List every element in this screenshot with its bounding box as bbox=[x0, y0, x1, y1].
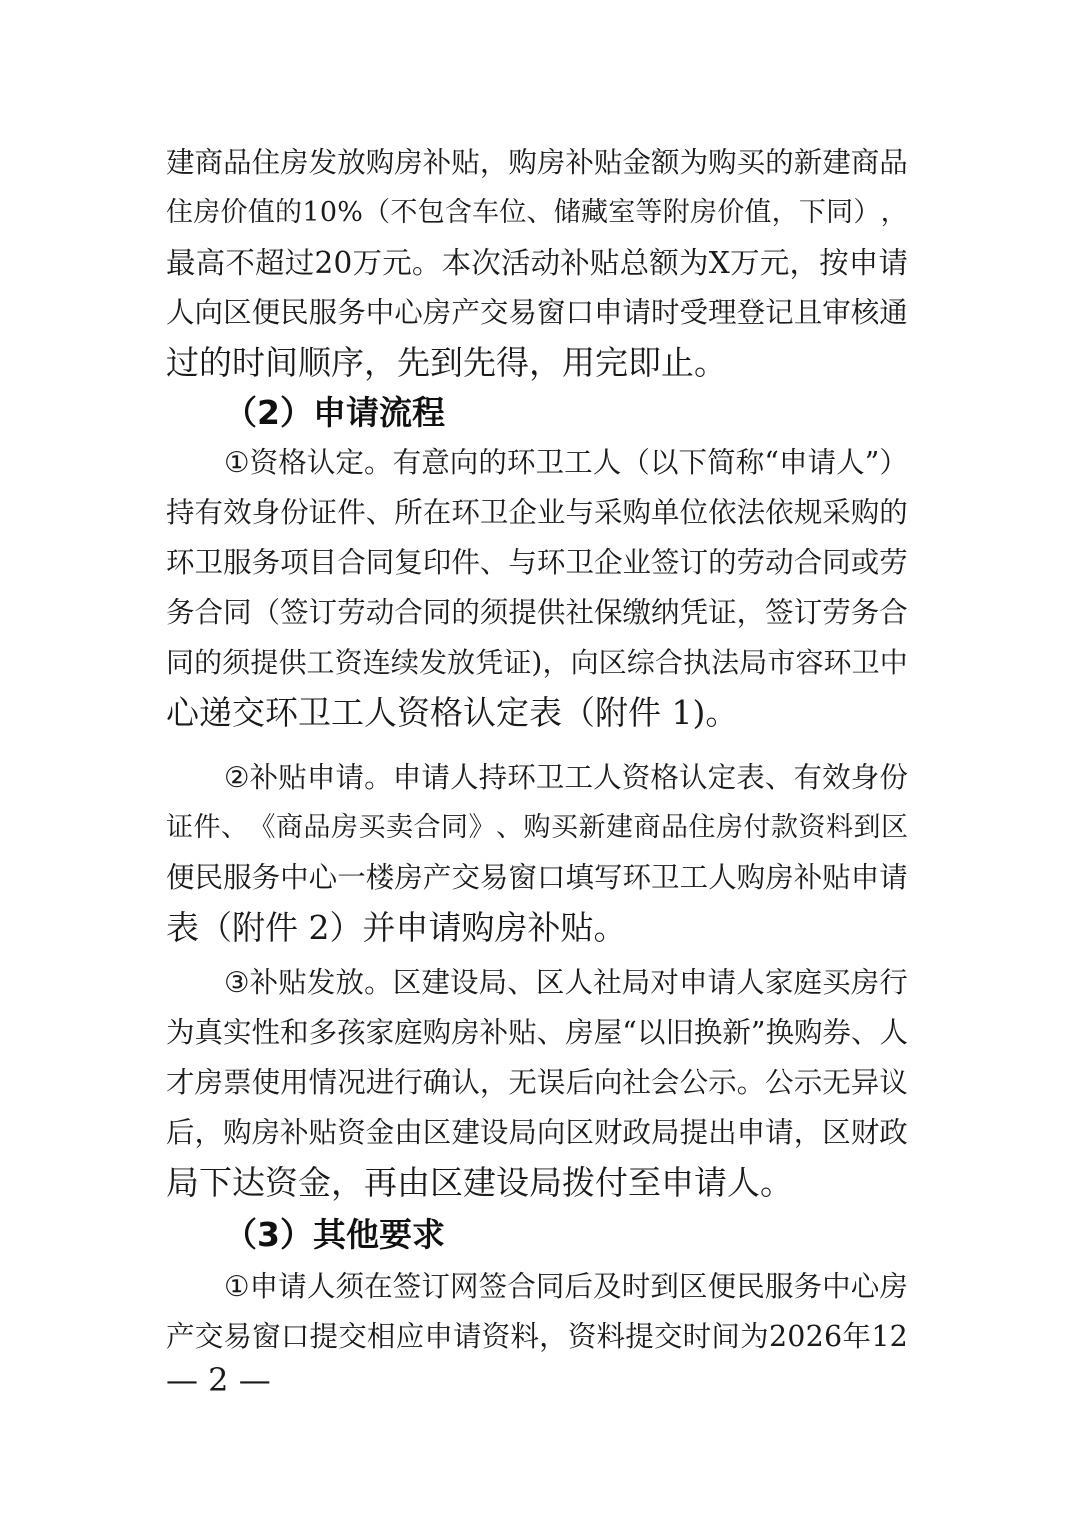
body-line: 同 的 须 提 供 工 资 连 续 发 放 凭 证 ) ， 向 区 综 合 执 法 局 市 容 环 卫 中 bbox=[166, 646, 908, 679]
body-line: ② 补 贴 申 请 。 申 请 人 持 环 卫 工 人 资 格 认 定 表 、 有 效 身 份 bbox=[224, 761, 908, 794]
body-line: 务 合 同 （ 签 订 劳 动 合 同 的 须 提 供 社 保 缴 纳 凭 证 ， 签 订 劳 务 合 bbox=[166, 596, 908, 629]
body-line: 才 房 票 使 用 情 况 进 行 确 认 ， 无 误 后 向 社 会 公 示 。 公 示 无 异 议 bbox=[166, 1066, 908, 1099]
body-line: 最 高 不 超 过 2 0 万 元 。 本 次 活 动 补 贴 总 额 为 X 万 元 ， 按 申 请 bbox=[166, 246, 908, 280]
body-line: ① 资 格 认 定 。 有 意 向 的 环 卫 工 人 （ 以 下 简 称 “ 申 请 人 ” ） bbox=[224, 446, 908, 479]
body-line: 后 ， 购 房 补 贴 资 金 由 区 建 设 局 向 区 财 政 局 提 出 申 请 ， 区 财 政 bbox=[166, 1116, 908, 1149]
body-line: 建 商 品 住 房 发 放 购 房 补 贴 ， 购 房 补 贴 金 额 为 购 买 的 新 建 商 品 bbox=[166, 146, 908, 179]
body-line: 局下达资金，再由区建设局拨付至申请人。 bbox=[166, 1163, 793, 1202]
body-line: ① 申 请 人 须 在 签 订 网 签 合 同 后 及 时 到 区 便 民 服 务 中 心 房 bbox=[224, 1270, 908, 1303]
body-line: 为 真 实 性 和 多 孩 家 庭 购 房 补 贴 、 房 屋 “ 以 旧 换 新 ” 换 购 券 、 人 bbox=[166, 1016, 909, 1049]
body-line: ③ 补 贴 发 放 。 区 建 设 局 、 区 人 社 局 对 申 请 人 家 庭 买 房 行 bbox=[224, 966, 908, 999]
body-line: 住 房 价 值 的 1 0 % （ 不 包 含 车 位 、 储 藏 室 等 附 房 价 值 ， 下 同 ） ， bbox=[166, 197, 908, 228]
body-line: 产 交 易 窗 口 提 交 相 应 申 请 资 料 ， 资 料 提 交 时 间 为 2 0 2 6 年 1 2 bbox=[166, 1320, 908, 1353]
body-line: 人 向 区 便 民 服 务 中 心 房 产 交 易 窗 口 申 请 时 受 理 登 记 且 审 核 通 bbox=[166, 296, 908, 329]
body-line: 心递交环卫工人资格认定表（附件 1)。 bbox=[166, 693, 739, 732]
page-number: — 2 — bbox=[166, 1361, 271, 1399]
body-line: 环 卫 服 务 项 目 合 同 复 印 件 、 与 环 卫 企 业 签 订 的 劳 动 合 同 或 劳 bbox=[166, 546, 908, 579]
body-line: 表（附件 2）并申请购房补贴。 bbox=[166, 908, 627, 947]
body-line: 持 有 效 身 份 证 件 、 所 在 环 卫 企 业 与 采 购 单 位 依 法 依 规 采 购 的 bbox=[166, 496, 908, 529]
body-line: 便 民 服 务 中 心 一 楼 房 产 交 易 窗 口 填 写 环 卫 工 人 购 房 补 贴 申 请 bbox=[166, 861, 908, 894]
body-line: 证 件 、 《 商 品 房 买 卖 合 同 》 、 购 买 新 建 商 品 住 房 付 款 资 料 到 区 bbox=[166, 812, 908, 843]
section-heading-application-process: （2）申请流程 bbox=[224, 393, 445, 432]
section-heading-other-requirements: （3）其他要求 bbox=[224, 1215, 445, 1254]
body-line: 过的时间顺序，先到先得，用完即止。 bbox=[166, 343, 727, 382]
